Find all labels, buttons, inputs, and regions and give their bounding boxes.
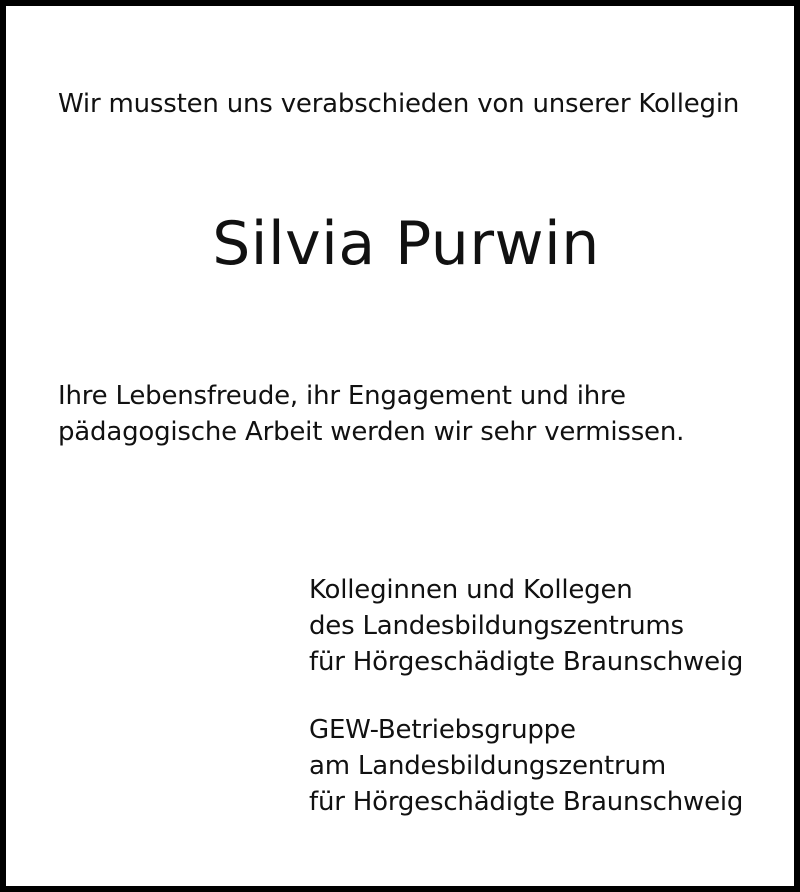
signature-line: für Hörgeschädigte Braunschweig [309, 647, 744, 677]
signature-line: für Hörgeschädigte Braunschweig [309, 787, 744, 817]
tribute-line-2: pädagogische Arbeit werden wir sehr vermissen. [58, 417, 685, 447]
signature-line: am Landesbildungszentrum [309, 751, 666, 781]
signature-line: des Landesbildungszentrums [309, 611, 684, 641]
tribute-line-1: Ihre Lebensfreude, ihr Engagement und ihre [58, 381, 626, 411]
signature-line: GEW-Betriebsgruppe [309, 715, 576, 745]
intro-text: Wir mussten uns verabschieden von unserer Kollegin [58, 89, 740, 119]
signature-line: Kolleginnen und Kollegen [309, 575, 633, 605]
deceased-name: Silvia Purwin [212, 209, 600, 279]
signature-gew [309, 712, 743, 820]
signature-colleagues [309, 572, 743, 680]
tribute-message [58, 378, 684, 450]
